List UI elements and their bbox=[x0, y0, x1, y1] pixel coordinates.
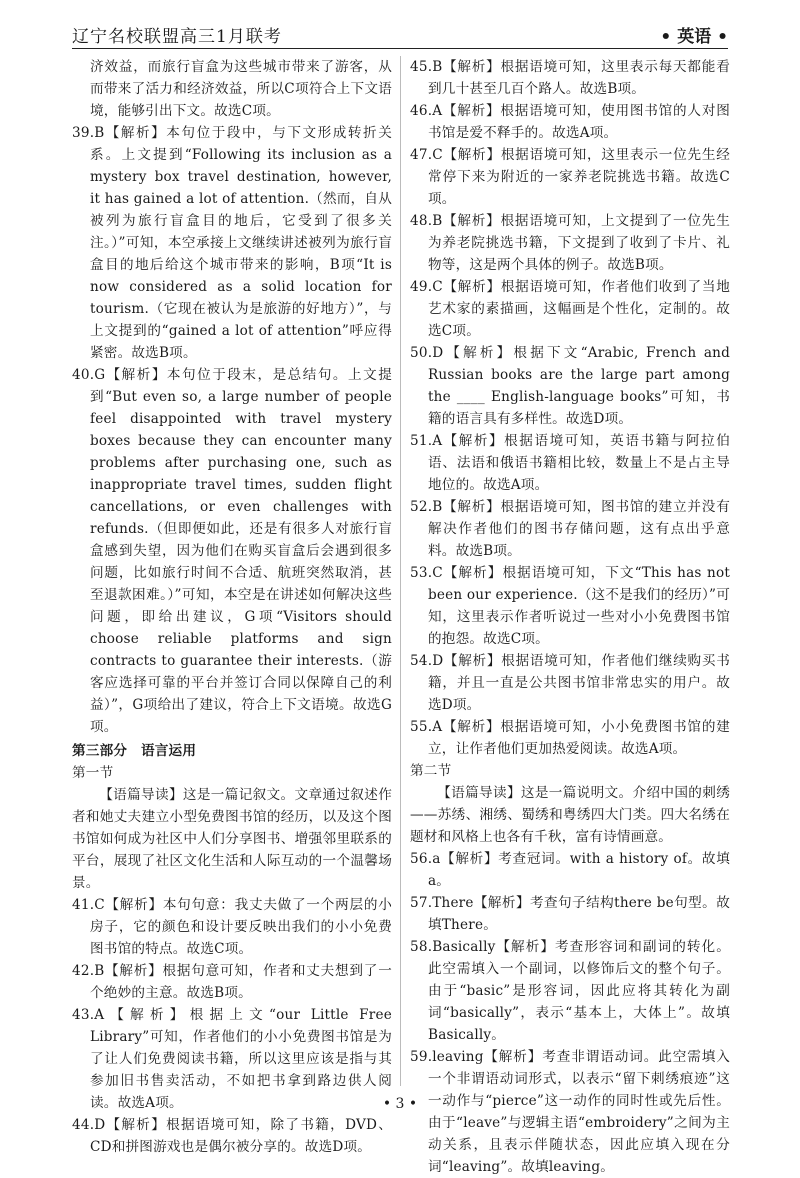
answer-item: 59.leaving【解析】考查非谓语动词。此空需填入一个非谓语动词形式，以表示“留下刺绣痕迹”这一动作与“pierce”这一动作的同时性或先后性。由于“leave”与逻辑主语“embroidery”之间为主动关系，且表示伴随状态，因此应填入现在分词“leaving”。故填leaving。 bbox=[410, 1049, 730, 1175]
answer-item: 40.G【解析】本句位于段末，是总结句。上文提到“But even so, a large number of people feel disappointed with travel mystery boxes because they can encounter many problems after purchasing one, such as inappropriate travel times, sudden flight cancellations, or even challenges with refunds.（但即便如此，还是有很多人对旅行盲盒感到失望，因为他们在购买盲盒后会遇到很多问题，比如旅行时间不合适、航班突然取消，甚至退款困难。）”可知，本空是在讲述如何解决这些问题，即给出建议，G项“Visitors should choose reliable platforms and sign contracts to guarantee their interests.（游客应选择可靠的平台并签订合同以保障自己的利益）”，G项给出了建议，符合上下文语境。故选G项。 bbox=[72, 367, 392, 735]
answer-item: 50.D【解析】根据下文“Arabic, French and Russian books are the large part among the ____ English-language books”可知，书籍的语言具有多样性。故选D项。 bbox=[410, 345, 730, 427]
answer-item: 45.B【解析】根据语境可知，这里表示每天都能看到几十甚至几百个路人。故选B项。 bbox=[410, 59, 730, 97]
answer-item: 54.D【解析】根据语境可知，作者他们继续购买书籍，并且一直是公共图书馆非常忠实的用户。故选D项。 bbox=[410, 653, 730, 713]
passage-guide: 【语篇导读】这是一篇记叙文。文章通过叙述作者和她丈夫建立小型免费图书馆的经历，以及这个图书馆如何成为社区中人们分享图书、增强邻里联系的平台，展现了社区文化生活和人际互动的一个温馨场景。 bbox=[72, 787, 392, 891]
answer-item: 57.There【解析】考查句子结构there be句型。故填There。 bbox=[410, 895, 730, 933]
answer-item: 58.Basically【解析】考查形容词和副词的转化。此空需填入一个副词，以修饰后文的整个句子。由于“basic”是形容词，因此应将其转化为副词“basically”，表示“基本上，大体上”。故填Basically。 bbox=[410, 939, 730, 1043]
subsection-heading: 第二节 bbox=[410, 763, 452, 779]
answer-item: 48.B【解析】根据语境可知，上文提到了一位先生为养老院挑选书籍，下文提到了收到了卡片、礼物等，这是两个具体的例子。故选B项。 bbox=[410, 213, 730, 273]
page-number: • 3 • bbox=[382, 1096, 418, 1112]
answer-item: 济效益，而旅行盲盒为这些城市带来了游客，从而带来了活力和经济效益，所以C项符合上下文语境，能够引出下文。故选C项。 bbox=[90, 59, 392, 119]
left-column bbox=[72, 56, 392, 1158]
page-header bbox=[72, 18, 728, 49]
right-column bbox=[410, 56, 730, 1178]
answer-item: 55.A【解析】根据语境可知，小小免费图书馆的建立，让作者他们更加热爱阅读。故选A项。 bbox=[410, 719, 730, 757]
passage-guide: 【语篇导读】这是一篇说明文。介绍中国的刺绣——苏绣、湘绣、蜀绣和粤绣四大门类。四大名绣在题材和风格上也各有千秋，富有诗情画意。 bbox=[410, 785, 730, 845]
subject-label: • 英语 • bbox=[660, 27, 728, 47]
answer-item: 49.C【解析】根据语境可知，作者他们收到了当地艺术家的素描画，这幅画是个性化，定制的。故选C项。 bbox=[410, 279, 730, 339]
answer-item: 44.D【解析】根据语境可知，除了书籍，DVD、CD和拼图游戏也是偶尔被分享的。故选D项。 bbox=[72, 1117, 392, 1155]
answer-item: 46.A【解析】根据语境可知，使用图书馆的人对图书馆是爱不释手的。故选A项。 bbox=[410, 103, 730, 141]
answer-item: 43.A【解析】根据上文“our Little Free Library”可知，作者他们的小小免费图书馆是为了让人们免费阅读书籍，所以这里应该是指与其参加旧书售卖活动，不如把书拿到路边供人阅读。故选A项。 bbox=[72, 1007, 392, 1111]
answer-item: 41.C【解析】本句句意：我丈夫做了一个两层的小房子，它的颜色和设计要反映出我们的小小免费图书馆的特点。故选C项。 bbox=[72, 897, 392, 957]
answer-item: 52.B【解析】根据语境可知，图书馆的建立并没有解决作者他们的图书存储问题，这有点出乎意料。故选B项。 bbox=[410, 499, 730, 559]
answer-item: 42.B【解析】根据句意可知，作者和丈夫想到了一个绝妙的主意。故选B项。 bbox=[72, 963, 392, 1001]
exam-title: 辽宁名校联盟高三1月联考 bbox=[72, 27, 282, 47]
subsection-heading: 第一节 bbox=[72, 765, 114, 781]
answer-item: 39.B【解析】本句位于段中，与下文形成转折关系。上文提到“Following its inclusion as a mystery box travel destination, however, it has gained a lot of attention.（然而，自从被列为旅行盲盒目的地后，它受到了很多关注。）”可知，本空承接上文继续讲述被列为旅行盲盒目的地后给这个城市带来的影响，B项“It is now considered as a solid location for tourism.（它现在被认为是旅游的好地方）”，与上文提到的“gained a lot of attention”呼应得紧密。故选B项。 bbox=[72, 125, 392, 361]
answer-item: 53.C【解析】根据语境可知，下文“This has not been our experience.（这不是我们的经历）”可知，这里表示作者听说过一些对小小免费图书馆的抱怨。故选C项。 bbox=[410, 565, 730, 647]
answer-item: 47.C【解析】根据语境可知，这里表示一位先生经常停下来为附近的一家养老院挑选书籍。故选C项。 bbox=[410, 147, 730, 207]
column-divider bbox=[400, 56, 401, 1086]
answer-item: 51.A【解析】根据语境可知，英语书籍与阿拉伯语、法语和俄语书籍相比较，数量上不是占主导地位的。故选A项。 bbox=[410, 433, 730, 493]
answer-item: 56.a【解析】考查冠词。with a history of。故填a。 bbox=[410, 851, 730, 889]
section-heading: 第三部分 语言运用 bbox=[72, 743, 197, 759]
